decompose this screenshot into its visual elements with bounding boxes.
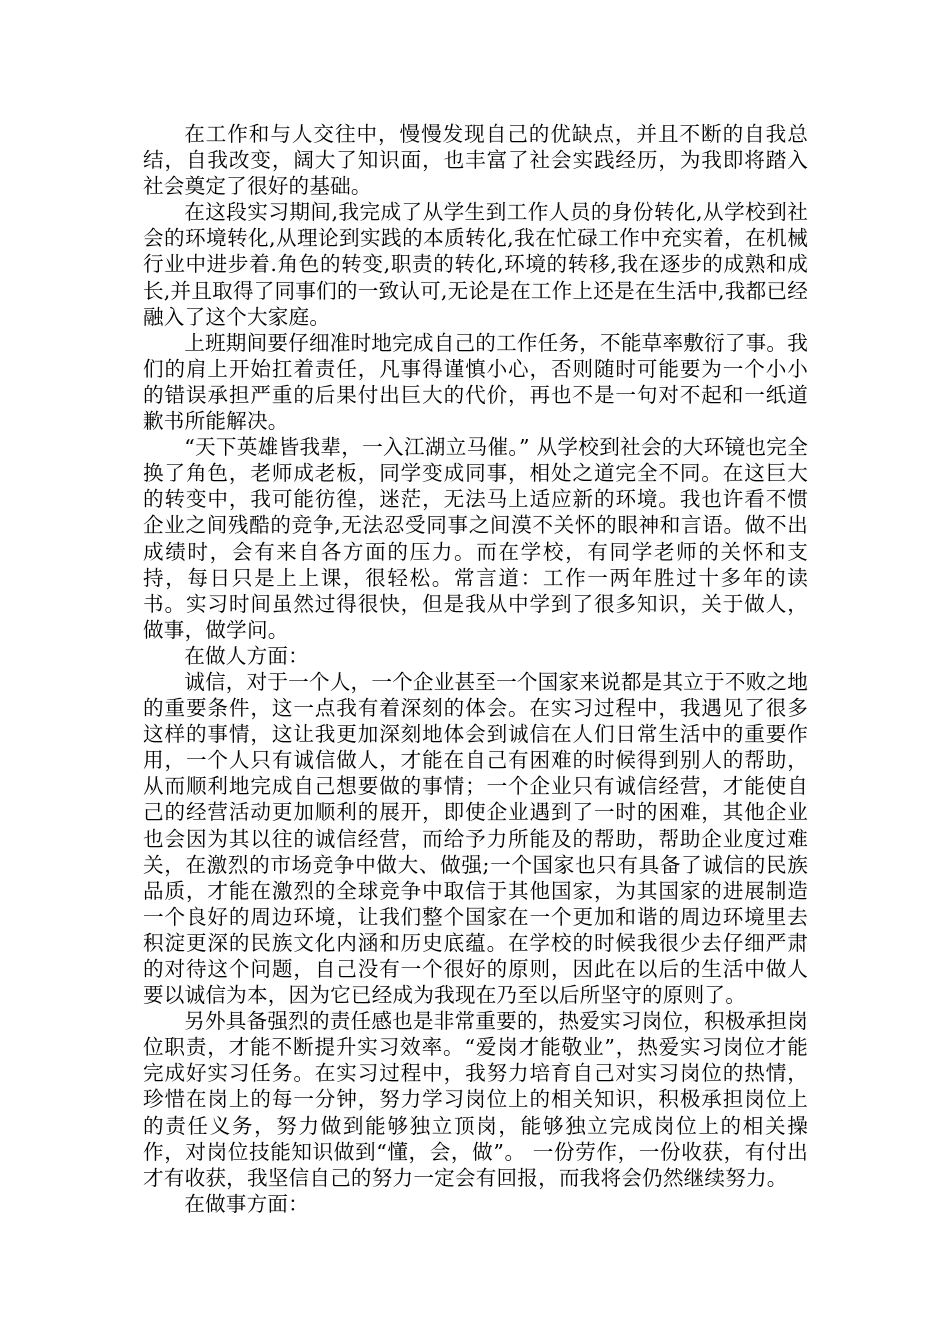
heading-being-a-person: 在做人方面： xyxy=(184,643,309,668)
paragraph-self-improvement: 在工作和与人交往中，慢慢发现自己的优缺点，并且不断的自我总结，自我改变，阔大了知识面，也丰富了社会实践经历，为我即将踏入社会奠定了很好的基础。 xyxy=(143,122,808,199)
paragraph-school-to-society: “天下英雄皆我辈，一入江湖立马催。” 从学校到社会的大环镜也完全换了角色，老师成老板，同学变成同事，相处之道完全不同。在这巨大的转变中，我可能彷徨，迷茫，无法马上适应新的环境。我也许看不惯企业之间残酷的竞争,无法忍受同事之间漠不关怀的眼神和言语。做不出成绩时，会有来自各方面的压力。而在学校，有同学老师的关怀和支持，每日只是上上课，很轻松。常言道：工作一两年胜过十多年的读书。实习时间虽然过得很快，但是我从中学到了很多知识，关于做人，做事，做学问。 xyxy=(143,435,808,642)
paragraph-work-responsibility: 上班期间要仔细准时地完成自己的工作任务，不能草率敷衍了事。我们的肩上开始扛着责任，凡事得谨慎小心，否则随时可能要为一个小小的错误承担严重的后果付出巨大的代价，再也不是一句对不起和一纸道歉书所能解决。 xyxy=(143,330,808,434)
paragraph-sense-of-responsibility: 另外具备强烈的责任感也是非常重要的，热爱实习岗位，积极承担岗位职责，才能不断提升实习效率。“爱岗才能敬业”，热爱实习岗位才能完成好实习任务。在实习过程中，我努力培育自己对实习岗位的热情，珍惜在岗上的每一分钟，努力学习岗位上的相关知识，积极承担岗位上的责任义务，努力做到能够独立顶岗，能够独立完成岗位上的相关操作，对岗位技能知识做到“懂，会，做”。 一份劳作，一份收获，有付出才有收获，我坚信自己的努力一定会有回报，而我将会仍然继续努力。 xyxy=(143,1009,808,1190)
document-body xyxy=(143,121,808,1217)
paragraph-role-transition: 在这段实习期间,我完成了从学生到工作人员的身份转化,从学校到社会的环境转化,从理论到实践的本质转化,我在忙碌工作中充实着，在机械行业中进步着.角色的转变,职责的转化,环境的转移,我在逐步的成熟和成长,并且取得了同事们的一致认可,无论是在工作上还是在生活中,我都已经融入了这个大家庭。 xyxy=(143,200,808,329)
paragraph-integrity: 诚信，对于一个人，一个企业甚至一个国家来说都是其立于不败之地的重要条件，这一点我有着深刻的体会。在实习过程中，我遇见了很多这样的事情，这让我更加深刻地体会到诚信在人们日常生活中的重要作用，一个人只有诚信做人，才能在自己有困难的时候得到别人的帮助，从而顺利地完成自己想要做的事情；一个企业只有诚信经营，才能使自己的经营活动更加顺利的展开，即使企业遇到了一时的困难，其他企业也会因为其以往的诚信经营，而给予力所能及的帮助，帮助企业度过难关，在激烈的市场竞争中做大、做强;一个国家也只有具备了诚信的民族品质，才能在激烈的全球竞争中取信于其他国家，为其国家的进展制造一个良好的周边环境，让我们整个国家在一个更加和谐的周边环境里去积淀更深的民族文化内涵和历史底蕴。在学校的时候我很少去仔细严肃的对待这个问题，自己没有一个很好的原则，因此在以后的生活中做人要以诚信为本，因为它已经成为我现在乃至以后所坚守的原则了。 xyxy=(143,669,808,1008)
heading-doing-things: 在做事方面： xyxy=(184,1191,309,1216)
